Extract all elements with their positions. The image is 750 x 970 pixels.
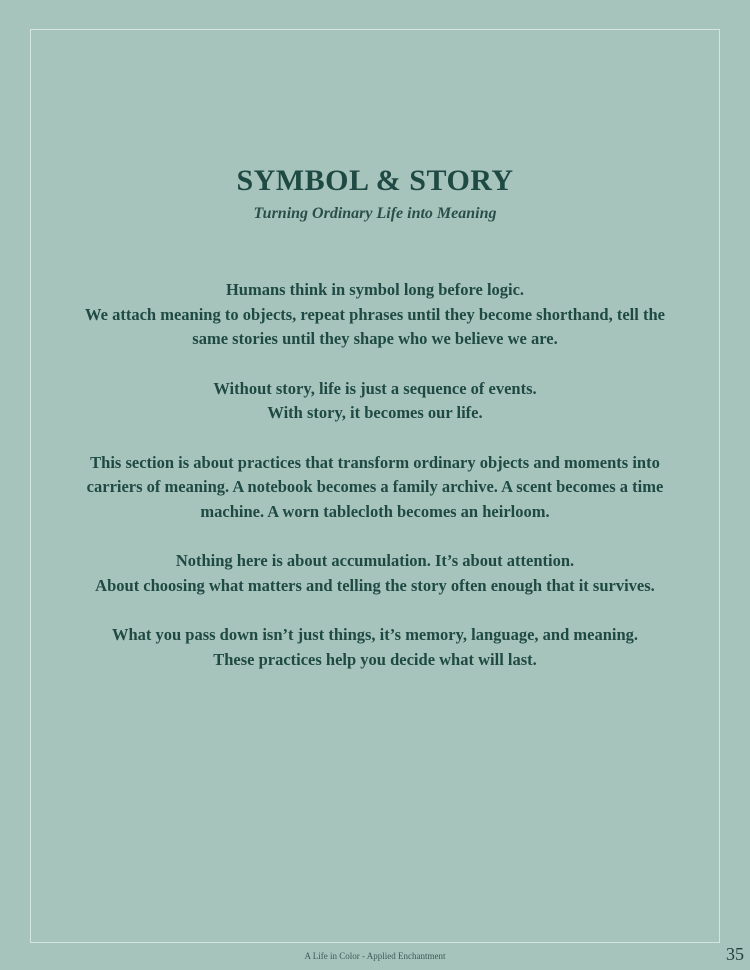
page-subtitle: Turning Ordinary Life into Meaning: [253, 205, 497, 222]
paragraph-line: We attach meaning to objects, repeat phrases until they become shorthand, tell the: [85, 304, 665, 324]
paragraph: [70, 451, 680, 525]
paragraph-line: This section is about practices that transform ordinary objects and moments into: [90, 452, 660, 472]
paragraph-line: Without story, life is just a sequence of events.: [213, 378, 537, 398]
paragraph-line: About choosing what matters and telling the story often enough that it survives.: [95, 575, 655, 595]
paragraph-line: What you pass down isn’t just things, it’s memory, language, and meaning.: [111, 625, 639, 644]
page-footer: A Life in Color - Applied Enchantment: [304, 951, 446, 961]
paragraph-line: machine. A worn tablecloth becomes an heirloom.: [200, 501, 550, 521]
paragraph: [70, 623, 680, 672]
paragraph-line: Humans think in symbol long before logic.: [225, 280, 525, 299]
paragraph-line: With story, it becomes our life.: [267, 403, 483, 422]
paragraph: [70, 377, 680, 426]
paragraph-line: These practices help you decide what will last.: [213, 649, 537, 669]
paragraph-line: Nothing here is about accumulation. It’s about attention.: [175, 551, 575, 570]
paragraph-line: same stories until they shape who we believe we are.: [192, 329, 558, 348]
page-number: 35: [726, 944, 744, 964]
body-text: [70, 278, 680, 697]
paragraph-line: carriers of meaning. A notebook becomes a family archive. A scent becomes a time: [86, 477, 664, 496]
paragraph: [70, 549, 680, 598]
paragraph: [70, 278, 680, 352]
page-title: SYMBOL & STORY: [236, 164, 514, 197]
